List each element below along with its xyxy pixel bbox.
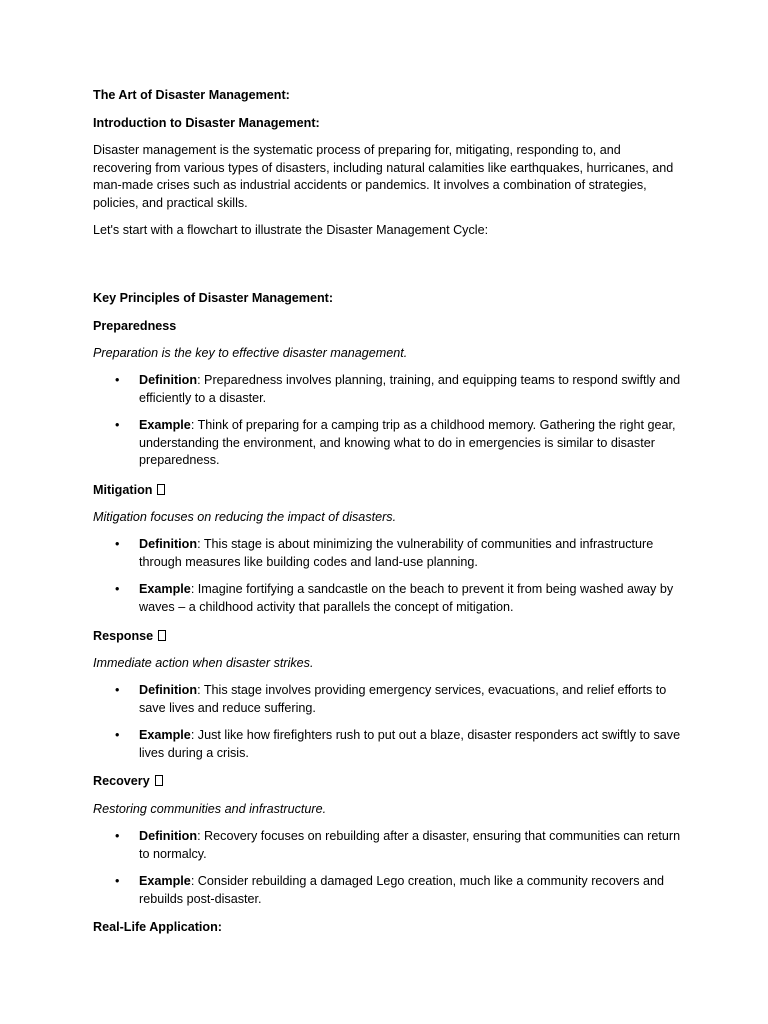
list-item [93, 536, 683, 572]
list-item [93, 372, 683, 408]
section-tagline-recovery: Restoring communities and infrastructure. [93, 802, 327, 816]
placeholder-box-icon [157, 484, 165, 495]
item-label: Definition [139, 829, 198, 843]
bullet-icon: • [115, 874, 120, 888]
intro-paragraph: Disaster management is the systematic process of preparing for, mitigating, responding to, and recovering from various types of disasters, including natural calamities like earthquakes, hurricanes, and man-made crises such as industrial accidents or pandemics. It involves a combination of strategies, policies, and practical skills. [93, 143, 674, 210]
section-heading-recovery: Recovery [93, 773, 683, 791]
section-tagline-preparedness: Preparation is the key to effective disaster management. [93, 346, 408, 360]
item-body: : Consider rebuilding a damaged Lego creation, much like a community recovers and rebuilds post-disaster. [139, 874, 665, 906]
list-item-text [139, 873, 684, 908]
bullet-icon: • [115, 683, 120, 697]
list-item [93, 581, 683, 617]
item-label: Example [139, 874, 191, 888]
list-item-text [139, 727, 684, 762]
item-body: : This stage is about minimizing the vulnerability of communities and infrastructure through measures like building codes and land-use planning. [139, 537, 654, 569]
document-title: The Art of Disaster Management: [93, 88, 290, 102]
flowchart-intro: Let's start with a flowchart to illustrate the Disaster Management Cycle: [93, 223, 489, 237]
section-heading-response: Response [93, 628, 683, 646]
bullet-icon: • [115, 537, 120, 551]
list-item [93, 417, 683, 471]
item-label: Definition [139, 537, 198, 551]
item-label: Definition [139, 373, 198, 387]
section-heading-mitigation: Mitigation [93, 482, 683, 500]
section-heading-preparedness: Preparedness [93, 319, 177, 333]
list-item [93, 828, 683, 864]
item-body: : Imagine fortifying a sandcastle on the beach to prevent it from being washed away by waves – a childhood activity that parallels the concept of mitigation. [139, 582, 674, 614]
item-body: : Preparedness involves planning, training, and equipping teams to respond swiftly and efficiently to a disaster. [139, 373, 681, 405]
list-item-text [139, 682, 684, 717]
list-item [93, 727, 683, 763]
list-item [93, 873, 683, 909]
bullet-icon: • [115, 829, 120, 843]
item-body: : Just like how firefighters rush to put out a blaze, disaster responders act swiftly to save lives during a crisis. [139, 728, 681, 760]
list-item-text [139, 536, 684, 571]
bullet-icon: • [115, 418, 120, 432]
item-body: : Recovery focuses on rebuilding after a disaster, ensuring that communities can return to normalcy. [139, 829, 681, 861]
list-item-text [139, 417, 684, 470]
item-label: Example [139, 418, 191, 432]
list-item-text [139, 828, 684, 863]
item-body: : Think of preparing for a camping trip as a childhood memory. Gathering the right gear, understanding the environment, and knowing what to do in emergencies is similar to disaster preparedness. [139, 418, 676, 467]
item-label: Example [139, 582, 191, 596]
item-label: Example [139, 728, 191, 742]
item-label: Definition [139, 683, 198, 697]
list-item-text [139, 581, 684, 616]
application-heading: Real-Life Application: [93, 920, 222, 934]
bullet-icon: • [115, 582, 120, 596]
bullet-icon: • [115, 728, 120, 742]
intro-heading: Introduction to Disaster Management: [93, 116, 320, 130]
placeholder-box-icon [158, 630, 166, 641]
bullet-icon: • [115, 373, 120, 387]
list-item-text [139, 372, 684, 407]
section-tagline-response: Immediate action when disaster strikes. [93, 656, 314, 670]
list-item [93, 682, 683, 718]
section-tagline-mitigation: Mitigation focuses on reducing the impact of disasters. [93, 510, 397, 524]
principles-heading: Key Principles of Disaster Management: [93, 291, 334, 305]
placeholder-box-icon [155, 775, 163, 786]
item-body: : This stage involves providing emergency services, evacuations, and relief efforts to save lives and reduce suffering. [139, 683, 667, 715]
